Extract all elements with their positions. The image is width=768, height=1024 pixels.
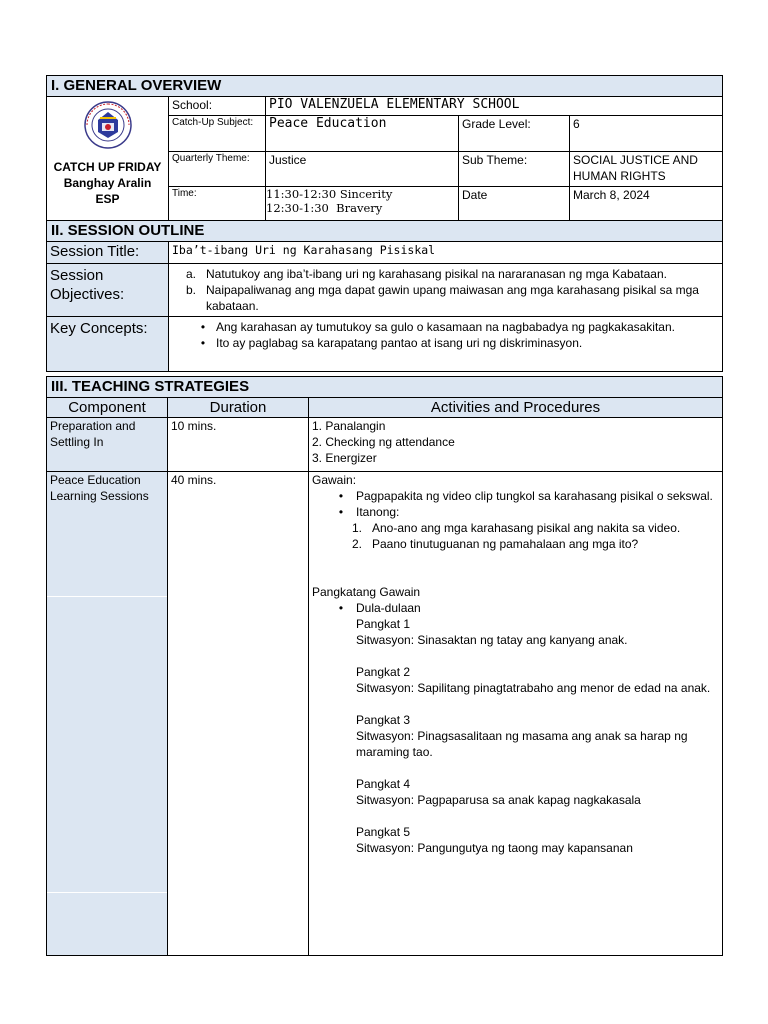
question-item — [334, 520, 719, 536]
objective-text: Natutukoy ang iba’t-ibang uri ng karahasang pisikal na nararanasan ng mga Kabataan. — [206, 267, 667, 281]
session-objectives-cell — [169, 264, 723, 317]
concept-item: • Ang karahasan ay tumutukoy sa gulo o kasamaan na nagbabadya ng pagkakasakitan. — [200, 320, 675, 334]
group-item — [356, 824, 719, 856]
deped-seal-icon — [84, 101, 132, 149]
group-activity-bullet-text: Dula-dulaan — [356, 601, 421, 615]
time-value — [266, 187, 459, 221]
preparation-duration: 10 mins. — [168, 418, 309, 472]
date-label: Date — [459, 187, 570, 221]
group-name: Pangkat 2 — [356, 665, 411, 679]
gawain-label: Gawain: — [312, 473, 357, 487]
group-name: Pangkat 3 — [356, 713, 411, 727]
subject-value: Peace Education — [266, 116, 459, 152]
session-outline-header: II. SESSION OUTLINE — [47, 221, 723, 242]
question-text: Ano-ano ang mga karahasang pisikal ang nakita sa video. — [372, 521, 681, 535]
objective-marker: b. — [185, 283, 196, 297]
session-title-value: Iba’t-ibang Uri ng Karahasang Pisiskal — [169, 242, 723, 264]
gawain-bullet: • Pagpapakita ng video clip tungkol sa karahasang pisikal o sekswal. — [338, 489, 713, 503]
time-line-2: 12:30-1:30 Bravery — [266, 201, 383, 215]
component-divider — [47, 597, 167, 893]
subtheme-label: Sub Theme: — [459, 152, 570, 187]
activity-item: 1. Panalangin — [312, 419, 386, 433]
group-item — [356, 616, 719, 648]
gawain-bullet-text: Itanong: — [356, 505, 400, 519]
side-title-1: CATCH UP FRIDAY — [53, 160, 162, 174]
school-value: PIO VALENZUELA ELEMENTARY SCHOOL — [266, 97, 723, 116]
activity-item: 2. Checking ng attendance — [312, 435, 455, 449]
group-item — [356, 776, 719, 808]
grade-label: Grade Level: — [459, 116, 570, 152]
time-line-1: 11:30-12:30 Sincerity — [266, 187, 393, 201]
date-value: March 8, 2024 — [570, 187, 723, 221]
duration-column-header: Duration — [168, 398, 309, 418]
theme-label: Quarterly Theme: — [169, 152, 266, 187]
grade-value: 6 — [570, 116, 723, 152]
concept-text: Ang karahasan ay tumutukoy sa gulo o kasamaan na nagbabadya ng pagkakasakitan. — [216, 320, 675, 334]
concept-text: Ito ay paglabag sa karapatang pantao at isang uri ng diskriminasyon. — [216, 336, 583, 350]
learning-sessions-duration: 40 mins. — [168, 472, 309, 956]
overview-table — [46, 75, 723, 372]
group-name: Pangkat 4 — [356, 777, 411, 791]
group-activity-label: Pangkatang Gawain — [312, 585, 421, 599]
activity-item: 3. Energizer — [312, 451, 377, 465]
group-situation: Sitwasyon: Pangungutya ng taong may kapansanan — [356, 841, 633, 855]
objective-item — [172, 282, 719, 314]
subtheme-value: SOCIAL JUSTICE AND HUMAN RIGHTS — [570, 152, 723, 187]
component-column-header: Component — [47, 398, 168, 418]
strategies-table — [46, 376, 723, 956]
activities-column-header: Activities and Procedures — [309, 398, 723, 418]
teaching-strategies-header: III. TEACHING STRATEGIES — [47, 377, 723, 398]
group-list — [312, 616, 719, 856]
session-title-label: Session Title: — [47, 242, 169, 264]
group-activity-bullet: • Dula-dulaan — [338, 601, 421, 615]
objective-marker: a. — [185, 267, 196, 281]
group-situation: Sitwasyon: Pagpaparusa sa anak kapag nagkakasala — [356, 793, 641, 807]
concept-item: • Ito ay paglabag sa karapatang pantao at isang uri ng diskriminasyon. — [200, 336, 583, 350]
gawain-bullet-text: Pagpapakita ng video clip tungkol sa karahasang pisikal o sekswal. — [356, 489, 713, 503]
gawain-bullet: • Itanong: — [338, 505, 400, 519]
learning-sessions-activities — [309, 472, 723, 956]
question-text: Paano tinutuguanan ng pamahalaan ang mga ito? — [372, 537, 639, 551]
side-title-2: Banghay Aralin — [63, 176, 152, 190]
group-situation: Sitwasyon: Pinagsasalitaan ng masama ang anak sa harap ng maraming tao. — [356, 729, 688, 759]
group-situation: Sitwasyon: Sinasaktan ng tatay ang kanyang anak. — [356, 633, 628, 647]
objective-text: Naipapaliwanag ang mga dapat gawin upang maiwasan ang mga karahasang pisikal sa mga kabataan. — [206, 283, 699, 313]
group-situation: Sitwasyon: Sapilitang pinagtatrabaho ang menor de edad na anak. — [356, 681, 711, 695]
side-title-3: ESP — [95, 192, 120, 206]
time-label: Time: — [169, 187, 266, 221]
key-concepts-cell — [169, 317, 723, 372]
key-concepts-label: Key Concepts: — [47, 317, 169, 372]
school-label: School: — [169, 97, 266, 116]
general-overview-header: I. GENERAL OVERVIEW — [47, 76, 723, 97]
group-name: Pangkat 1 — [356, 617, 411, 631]
group-item — [356, 664, 719, 696]
question-number: 1. — [351, 521, 362, 535]
subject-label: Catch-Up Subject: — [169, 116, 266, 152]
preparation-component: Preparation and Settling In — [47, 418, 168, 472]
learning-sessions-label: Peace Education Learning Sessions — [47, 472, 167, 597]
learning-sessions-component — [47, 472, 168, 956]
question-number: 2. — [351, 537, 362, 551]
question-item — [334, 536, 719, 552]
group-name: Pangkat 5 — [356, 825, 411, 839]
theme-value: Justice — [266, 152, 459, 187]
group-item — [356, 712, 719, 760]
objective-item — [172, 266, 719, 282]
preparation-activities — [309, 418, 723, 472]
session-objectives-label: Session Objectives: — [47, 264, 169, 317]
school-identity-cell — [47, 97, 169, 221]
